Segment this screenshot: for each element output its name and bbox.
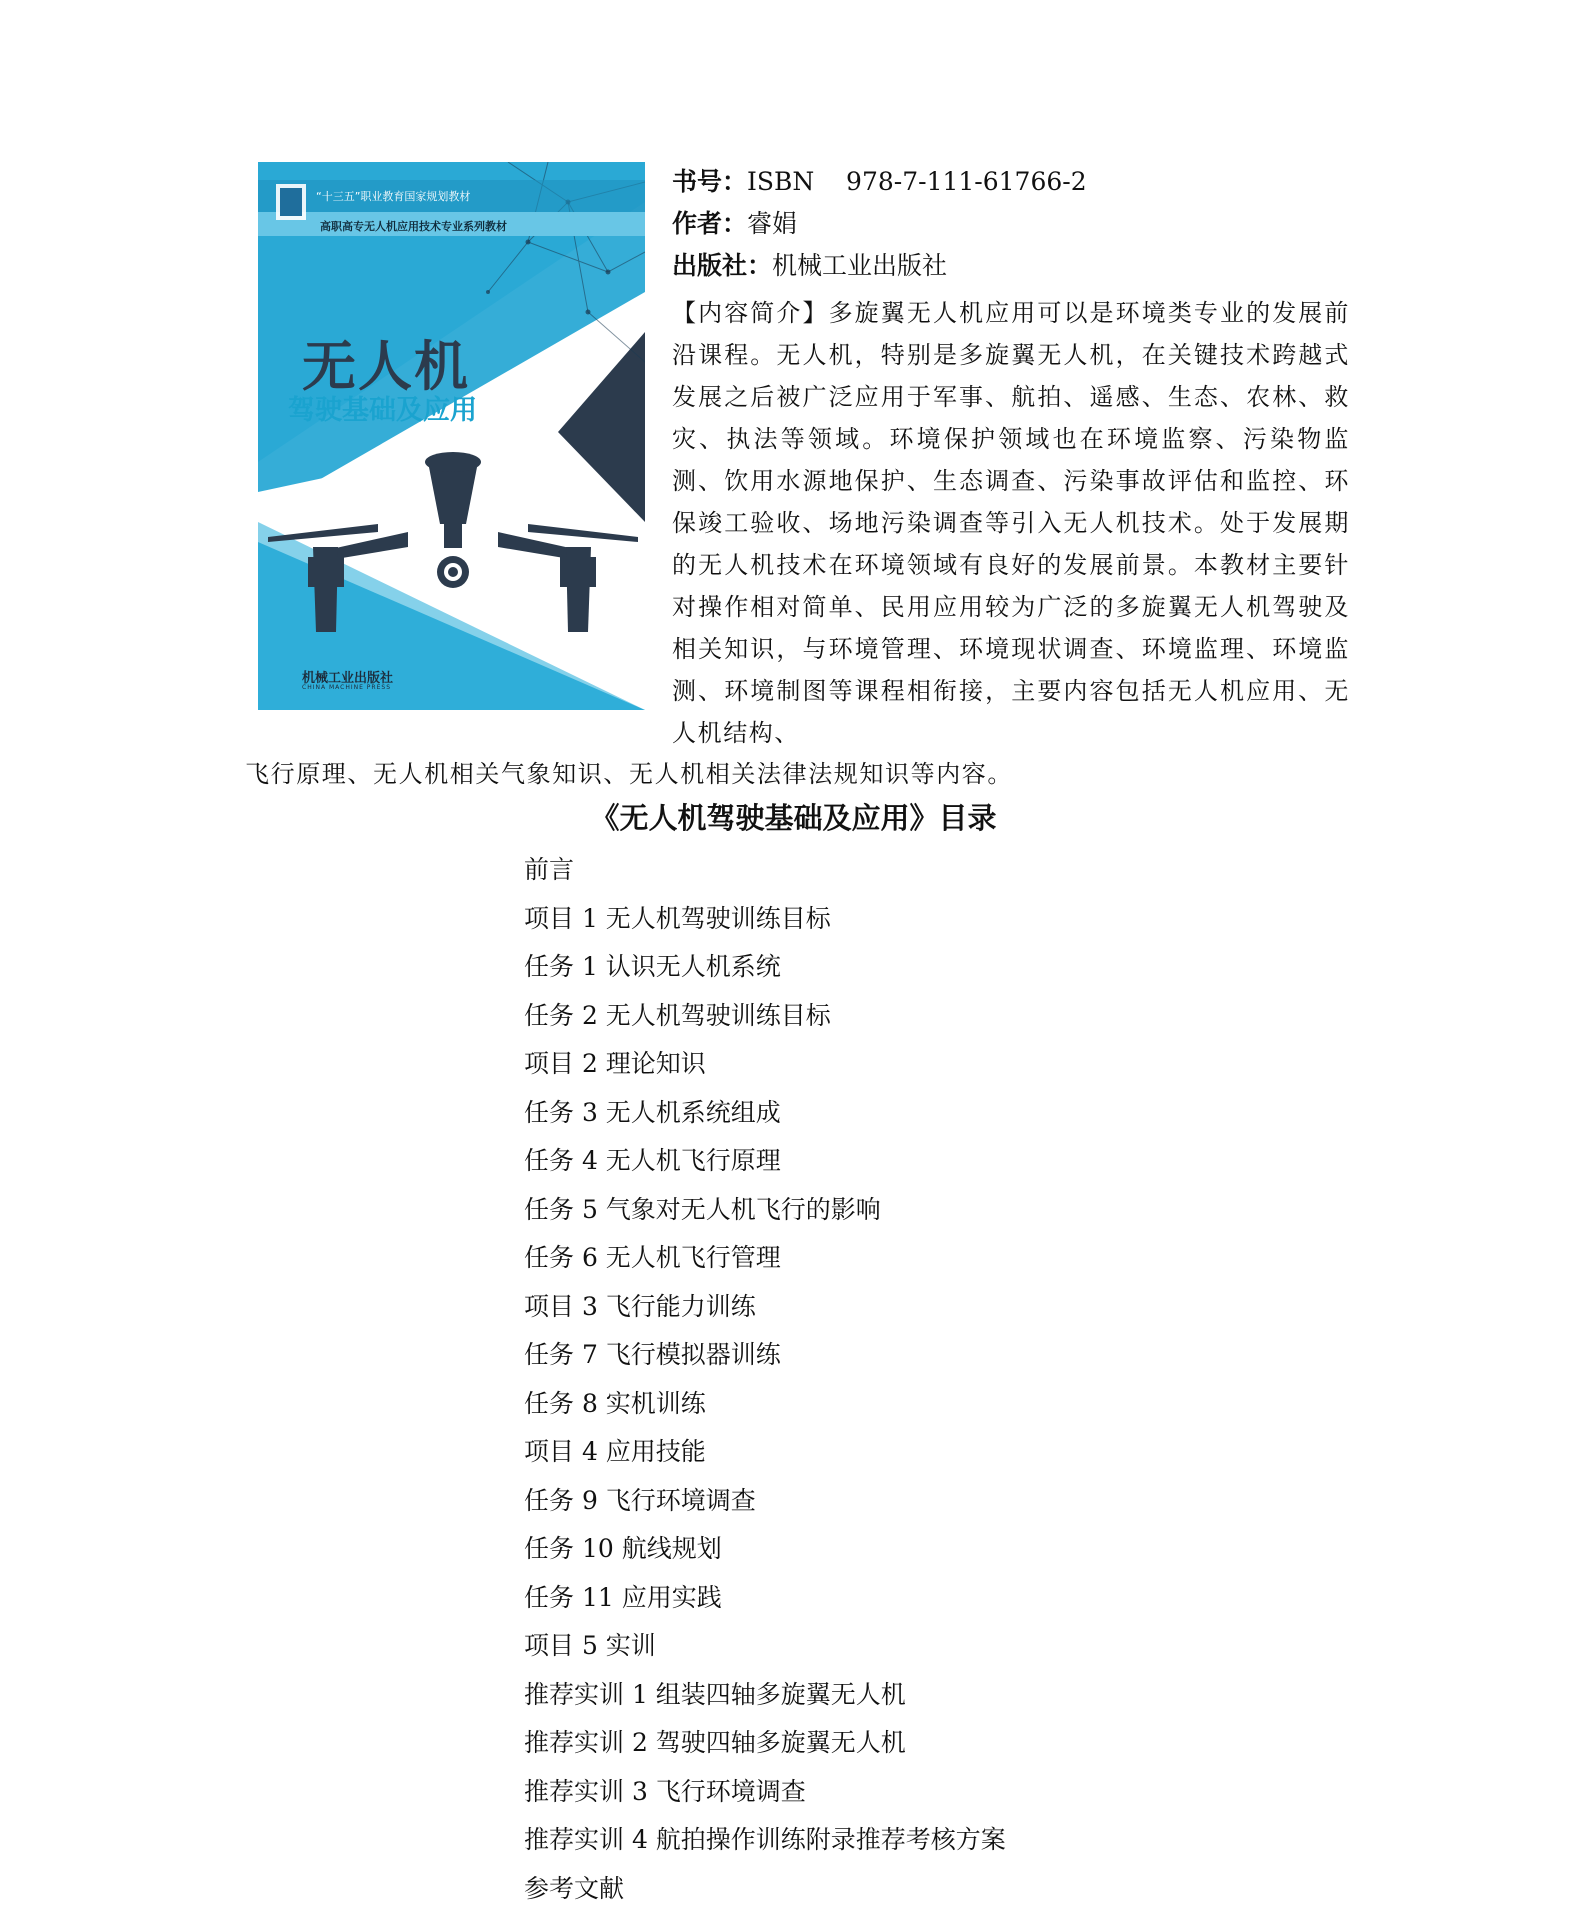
cover-publisher-en: CHINA MACHINE PRESS — [302, 684, 391, 691]
isbn-value: ISBN 978-7-111-61766-2 — [747, 167, 1087, 196]
toc-item: 项目 1 无人机驾驶训练目标 — [524, 897, 1006, 946]
toc-item: 任务 9 飞行环境调查 — [524, 1479, 1006, 1528]
publisher-line — [672, 246, 947, 282]
toc-item: 任务 8 实机训练 — [524, 1382, 1006, 1431]
cover-subtitle: 驾驶基础及应用 — [288, 388, 477, 427]
book-cover-image — [258, 162, 645, 710]
cover-title: 无人机 — [302, 324, 470, 401]
cover-publisher-logo: 机械工业出版社 — [302, 667, 393, 686]
intro-label: 【内容简介】 — [672, 299, 829, 327]
cover-series-line1: “十三五”职业教育国家规划教材 — [316, 188, 470, 204]
toc-item: 推荐实训 1 组装四轴多旋翼无人机 — [524, 1673, 1006, 1722]
content-summary-tail: 飞行原理、无人机相关气象知识、无人机相关法律法规知识等内容。 — [245, 754, 1013, 789]
toc-item: 前言 — [524, 848, 1006, 897]
toc-item: 项目 4 应用技能 — [524, 1430, 1006, 1479]
content-summary — [672, 292, 1350, 754]
toc-item: 推荐实训 2 驾驶四轴多旋翼无人机 — [524, 1721, 1006, 1770]
toc-title: 《无人机驾驶基础及应用》目录 — [0, 796, 1587, 837]
author-line — [672, 204, 797, 240]
toc-item: 项目 2 理论知识 — [524, 1042, 1006, 1091]
toc-item: 任务 3 无人机系统组成 — [524, 1091, 1006, 1140]
toc-item: 任务 6 无人机飞行管理 — [524, 1236, 1006, 1285]
toc-item: 任务 10 航线规划 — [524, 1527, 1006, 1576]
toc-item: 项目 5 实训 — [524, 1624, 1006, 1673]
intro-text: 多旋翼无人机应用可以是环境类专业的发展前沿课程。无人机，特别是多旋翼无人机，在关键技术跨越式发展之后被广泛应用于军事、航拍、遥感、生态、农林、救灾、执法等领域。环境保护领域也在环境监察、污染物监测、饮用水源地保护、生态调查、污染事故评估和监控、环保竣工验收、场地污染调查等引入无人机技术。处于发展期的无人机技术在环境领域有良好的发展前景。本教材主要针对操作相对简单、民用应用较为广泛的多旋翼无人机驾驶及相关知识，与环境管理、环境现状调查、环境监理、环境监测、环境制图等课程相衔接，主要内容包括无人机应用、无人机结构、 — [672, 299, 1350, 747]
cover-series-line2: 高职高专无人机应用技术专业系列教材 — [320, 218, 507, 234]
isbn-line — [672, 162, 1087, 198]
publisher-label: 出版社： — [672, 251, 772, 280]
toc-item: 推荐实训 4 航拍操作训练附录推荐考核方案 — [524, 1818, 1006, 1867]
author-value: 睿娟 — [747, 209, 797, 238]
toc-item: 任务 2 无人机驾驶训练目标 — [524, 994, 1006, 1043]
toc-item: 任务 4 无人机飞行原理 — [524, 1139, 1006, 1188]
author-label: 作者： — [672, 209, 747, 238]
toc-item: 任务 7 飞行模拟器训练 — [524, 1333, 1006, 1382]
publisher-value: 机械工业出版社 — [772, 251, 947, 280]
toc-item: 推荐实训 3 飞行环境调查 — [524, 1770, 1006, 1819]
isbn-label: 书号： — [672, 167, 747, 196]
toc-item: 参考文献 — [524, 1867, 1006, 1915]
toc-list — [524, 848, 1006, 1915]
cover-editor: 朱圣洁 主编 — [424, 430, 488, 447]
toc-item: 任务 11 应用实践 — [524, 1576, 1006, 1625]
toc-item: 任务 1 认识无人机系统 — [524, 945, 1006, 994]
toc-item: 项目 3 飞行能力训练 — [524, 1285, 1006, 1334]
toc-item: 任务 5 气象对无人机飞行的影响 — [524, 1188, 1006, 1237]
